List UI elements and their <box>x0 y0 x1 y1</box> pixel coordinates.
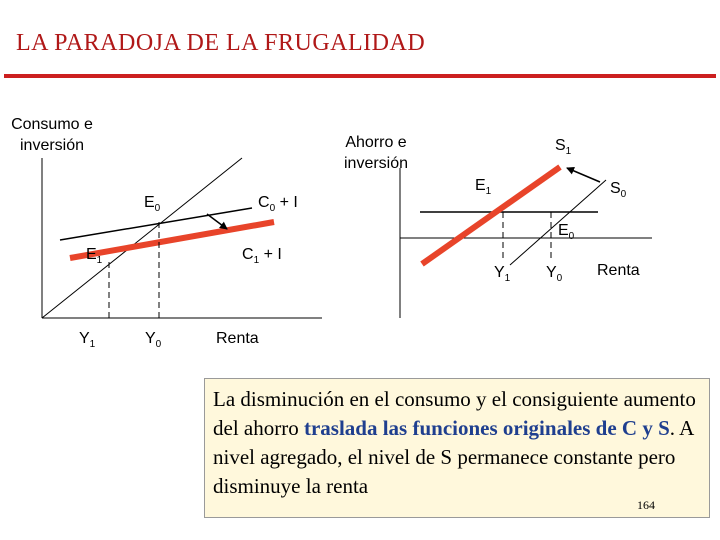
note-text-part1: La disminución en el consumo y el consiguiente aumento del ahorro <box>213 387 696 440</box>
left-e1-label: $E_1$ <box>86 246 103 266</box>
c1-i-label: $C_1 + I$ <box>242 246 282 266</box>
page-title: LA PARADOJA DE LA FRUGALIDAD <box>16 30 426 56</box>
left-y-axis-label: Consumo e inversión <box>11 116 93 154</box>
s0-label: $S_0$ <box>610 180 627 200</box>
left-shift-arrow <box>207 214 227 229</box>
left-x-axis-label: Renta <box>216 330 259 347</box>
right-x-axis-label: Renta <box>597 262 640 279</box>
note-text-part2: . A nivel agregado, el nivel de S permanece constante pero disminuye la renta <box>213 416 694 498</box>
right-y0-label: $Y_0$ <box>546 264 563 284</box>
right-y1-label: $Y_1$ <box>494 264 511 284</box>
left-e0-label: $E_0$ <box>144 194 161 214</box>
page-number: 164 <box>637 498 655 512</box>
note-emphasis: traslada las funciones originales de C y S <box>303 416 670 440</box>
c0-i-label: $C_0 + I$ <box>258 194 298 214</box>
right-e1-label: $E_1$ <box>475 177 492 197</box>
left-y0-label: $Y_0$ <box>145 330 162 350</box>
left-y1-label: $Y_1$ <box>79 330 96 350</box>
s1-label: $S_1$ <box>555 137 572 157</box>
explanation-note <box>204 378 710 518</box>
right-e0-label: $E_0$ <box>558 222 575 242</box>
right-shift-arrow <box>567 168 600 182</box>
left-graph <box>42 158 322 318</box>
right-y-axis-label: Ahorro e inversión <box>343 134 409 172</box>
